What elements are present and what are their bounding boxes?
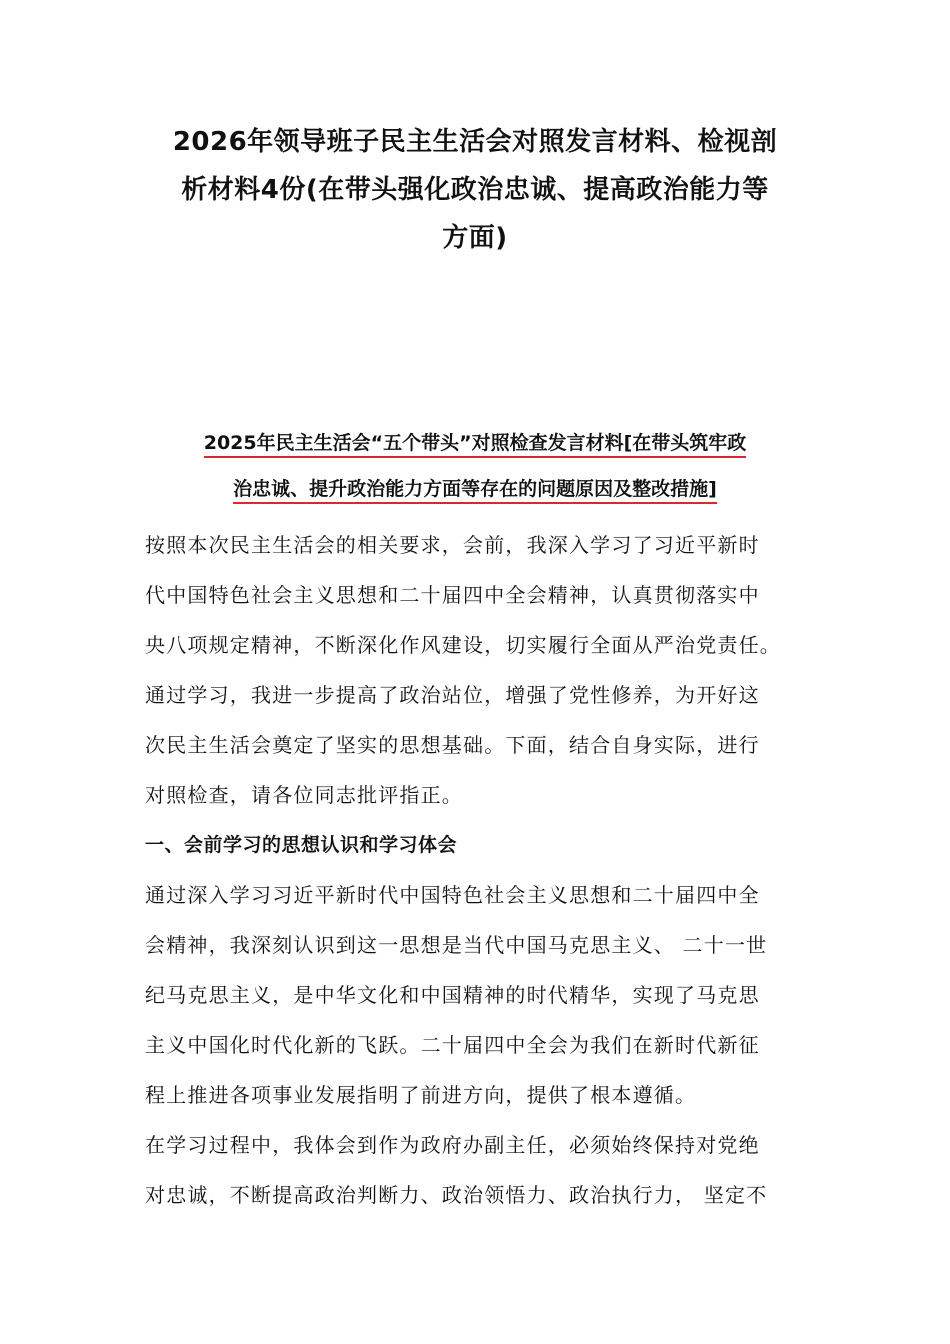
- subtitle-line: 治忠诚、提升政治能力方面等存在的问题原因及整改措施]: [233, 478, 717, 504]
- document-body: [145, 520, 810, 1220]
- text-line: 通过学习，我进一步提高了政治站位，增强了党性修养，为开好这: [145, 683, 760, 707]
- text-line: 按照本次民主生活会的相关要求，会前，我深入学习了习近平新时: [145, 533, 760, 557]
- title-line: 方面): [442, 223, 508, 253]
- text-line: 次民主生活会奠定了坚实的思想基础。下面，结合自身实际，进行: [145, 733, 760, 757]
- text-line: 通过深入学习习近平新时代中国特色社会主义思想和二十届四中全: [145, 883, 760, 907]
- text-line: 程上推进各项事业发展指明了前进方向，提供了根本遵循。: [145, 1083, 697, 1107]
- text-line: 对忠诚，不断提高政治判断力、政治领悟力、政治执行力， 坚定不: [145, 1183, 768, 1207]
- text-line: 主义中国化时代化新的飞跃。二十届四中全会为我们在新时代新征: [145, 1033, 760, 1057]
- document-subtitle: [140, 420, 810, 512]
- title-line: 2026年领导班子民主生活会对照发言材料、检视剖: [172, 127, 778, 157]
- text-line: 在学习过程中，我体会到作为政府办副主任，必须始终保持对党绝: [145, 1133, 760, 1157]
- intro-paragraph: [145, 520, 810, 820]
- document-title: [120, 118, 830, 262]
- section-paragraph: [145, 870, 810, 1120]
- text-line: 代中国特色社会主义思想和二十届四中全会精神，认真贯彻落实中: [145, 583, 760, 607]
- text-line: 纪马克思主义，是中华文化和中国精神的时代精华，实现了马克思: [145, 983, 760, 1007]
- section-heading: 一、会前学习的思想认识和学习体会: [145, 834, 458, 856]
- text-line: 对照检查，请各位同志批评指正。: [145, 783, 463, 807]
- title-line: 析材料4份(在带头强化政治忠诚、提高政治能力等: [181, 175, 769, 205]
- text-line: 会精神，我深刻认识到这一思想是当代中国马克思主义、 二十一世: [145, 933, 768, 957]
- subtitle-line: 2025年民主生活会“五个带头”对照检查发言材料[在带头筑牢政: [204, 432, 747, 458]
- text-line: 央八项规定精神，不断深化作风建设，切实履行全面从严治党责任。: [145, 633, 781, 657]
- section-paragraph: [145, 1120, 810, 1220]
